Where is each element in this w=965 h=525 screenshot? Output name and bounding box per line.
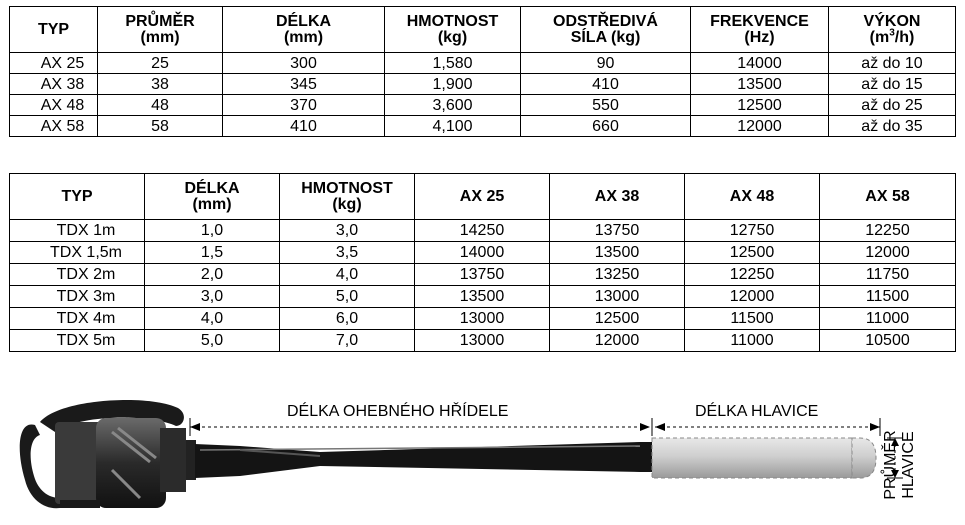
- table-cell: 550: [521, 95, 691, 116]
- table-cell: 410: [223, 116, 385, 137]
- table-cell: 13750: [550, 220, 685, 242]
- table-cell: 14000: [691, 53, 829, 74]
- header-ax48: AX 48: [685, 174, 820, 220]
- table-cell: TDX 2m: [10, 264, 145, 286]
- table-cell: 12000: [691, 116, 829, 137]
- header-ax58: AX 58: [820, 174, 956, 220]
- header-delka: DÉLKA (mm): [223, 7, 385, 53]
- table-cell: až do 25: [829, 95, 956, 116]
- header-vykon: VÝKON $(m^3/h)$: [829, 7, 956, 53]
- head-diameter-label: PRŮMĚR HLAVICE: [882, 430, 917, 500]
- header-hmotnost: HMOTNOST (kg): [280, 174, 415, 220]
- table-cell: 4,100: [385, 116, 521, 137]
- table-cell: AX 38: [10, 74, 98, 95]
- table-cell: 5,0: [280, 286, 415, 308]
- table-cell: 13500: [415, 286, 550, 308]
- table-cell: 4,0: [280, 264, 415, 286]
- table-cell: 2,0: [145, 264, 280, 286]
- vibrator-head: [652, 438, 876, 478]
- table-cell: 25: [98, 53, 223, 74]
- table-cell: 14000: [415, 242, 550, 264]
- table-cell: 38: [98, 74, 223, 95]
- table-cell: 12500: [550, 308, 685, 330]
- table-cell: 6,0: [280, 308, 415, 330]
- table-cell: až do 35: [829, 116, 956, 137]
- table-cell: 660: [521, 116, 691, 137]
- table-cell: 12000: [685, 286, 820, 308]
- table-cell: 13750: [415, 264, 550, 286]
- table-cell: 13000: [415, 308, 550, 330]
- table-cell: 300: [223, 53, 385, 74]
- table-cell: 12000: [820, 242, 956, 264]
- table-cell: AX 25: [10, 53, 98, 74]
- table-cell: 11750: [820, 264, 956, 286]
- table-cell: 13000: [550, 286, 685, 308]
- header-ax38: AX 38: [550, 174, 685, 220]
- table-cell: 10500: [820, 330, 956, 352]
- table-cell: 3,5: [280, 242, 415, 264]
- table-row: [10, 220, 956, 242]
- table-cell: TDX 4m: [10, 308, 145, 330]
- header-ax25: AX 25: [415, 174, 550, 220]
- vibrator-diagram: [0, 380, 965, 525]
- table-cell: 11000: [820, 308, 956, 330]
- table-cell: 14250: [415, 220, 550, 242]
- table-cell: 11000: [685, 330, 820, 352]
- table-cell: až do 10: [829, 53, 956, 74]
- table-cell: TDX 3m: [10, 286, 145, 308]
- table-cell: 370: [223, 95, 385, 116]
- table-cell: 11500: [820, 286, 956, 308]
- table-row: [10, 330, 956, 352]
- table-body: [10, 220, 956, 352]
- table-cell: 13500: [691, 74, 829, 95]
- table-cell: 3,600: [385, 95, 521, 116]
- table-row: [10, 95, 956, 116]
- table-cell: 12250: [820, 220, 956, 242]
- table-cell: 1,580: [385, 53, 521, 74]
- table-cell: 345: [223, 74, 385, 95]
- header-delka: DÉLKA (mm): [145, 174, 280, 220]
- table-cell: 12250: [685, 264, 820, 286]
- table-header-row: [10, 7, 956, 53]
- header-typ: TYP: [10, 174, 145, 220]
- header-frekvence: FREKVENCE (Hz): [691, 7, 829, 53]
- table-cell: 12500: [685, 242, 820, 264]
- table-cell: 1,5: [145, 242, 280, 264]
- shaft-length-label: DÉLKA OHEBNÉHO HŘÍDELE: [287, 403, 509, 420]
- table-cell: 13500: [550, 242, 685, 264]
- table-row: [10, 308, 956, 330]
- table-row: [10, 286, 956, 308]
- table-cell: 12000: [550, 330, 685, 352]
- table-cell: TDX 1m: [10, 220, 145, 242]
- table-row: [10, 264, 956, 286]
- table-cell: 13250: [550, 264, 685, 286]
- table-cell: 12500: [691, 95, 829, 116]
- table-cell: 1,0: [145, 220, 280, 242]
- table-cell: 7,0: [280, 330, 415, 352]
- table-row: [10, 116, 956, 137]
- header-odstrediva-sila: ODSTŘEDIVÁ SÍLA (kg): [521, 7, 691, 53]
- table-cell: 48: [98, 95, 223, 116]
- table-cell: AX 58: [10, 116, 98, 137]
- vibrator-specs-table: [9, 6, 956, 137]
- table-cell: 11500: [685, 308, 820, 330]
- motor-unit: [20, 400, 196, 508]
- head-length-label: DÉLKA HLAVICE: [695, 403, 819, 420]
- header-prumer: PRŮMĚR (mm): [98, 7, 223, 53]
- table-cell: 1,900: [385, 74, 521, 95]
- table-cell: až do 15: [829, 74, 956, 95]
- header-hmotnost: HMOTNOST (kg): [385, 7, 521, 53]
- table-cell: TDX 1,5m: [10, 242, 145, 264]
- table-cell: 12750: [685, 220, 820, 242]
- table-row: [10, 242, 956, 264]
- table-cell: 5,0: [145, 330, 280, 352]
- table-cell: 410: [521, 74, 691, 95]
- table-cell: 3,0: [280, 220, 415, 242]
- table-body: [10, 53, 956, 137]
- table-row: [10, 53, 956, 74]
- table-cell: 90: [521, 53, 691, 74]
- table-row: [10, 74, 956, 95]
- table-cell: 3,0: [145, 286, 280, 308]
- table-header-row: [10, 174, 956, 220]
- header-typ: TYP: [10, 7, 98, 53]
- table-cell: 4,0: [145, 308, 280, 330]
- table-cell: 58: [98, 116, 223, 137]
- table-cell: TDX 5m: [10, 330, 145, 352]
- table-cell: 13000: [415, 330, 550, 352]
- shaft-frequency-table: [9, 173, 956, 352]
- table-cell: AX 48: [10, 95, 98, 116]
